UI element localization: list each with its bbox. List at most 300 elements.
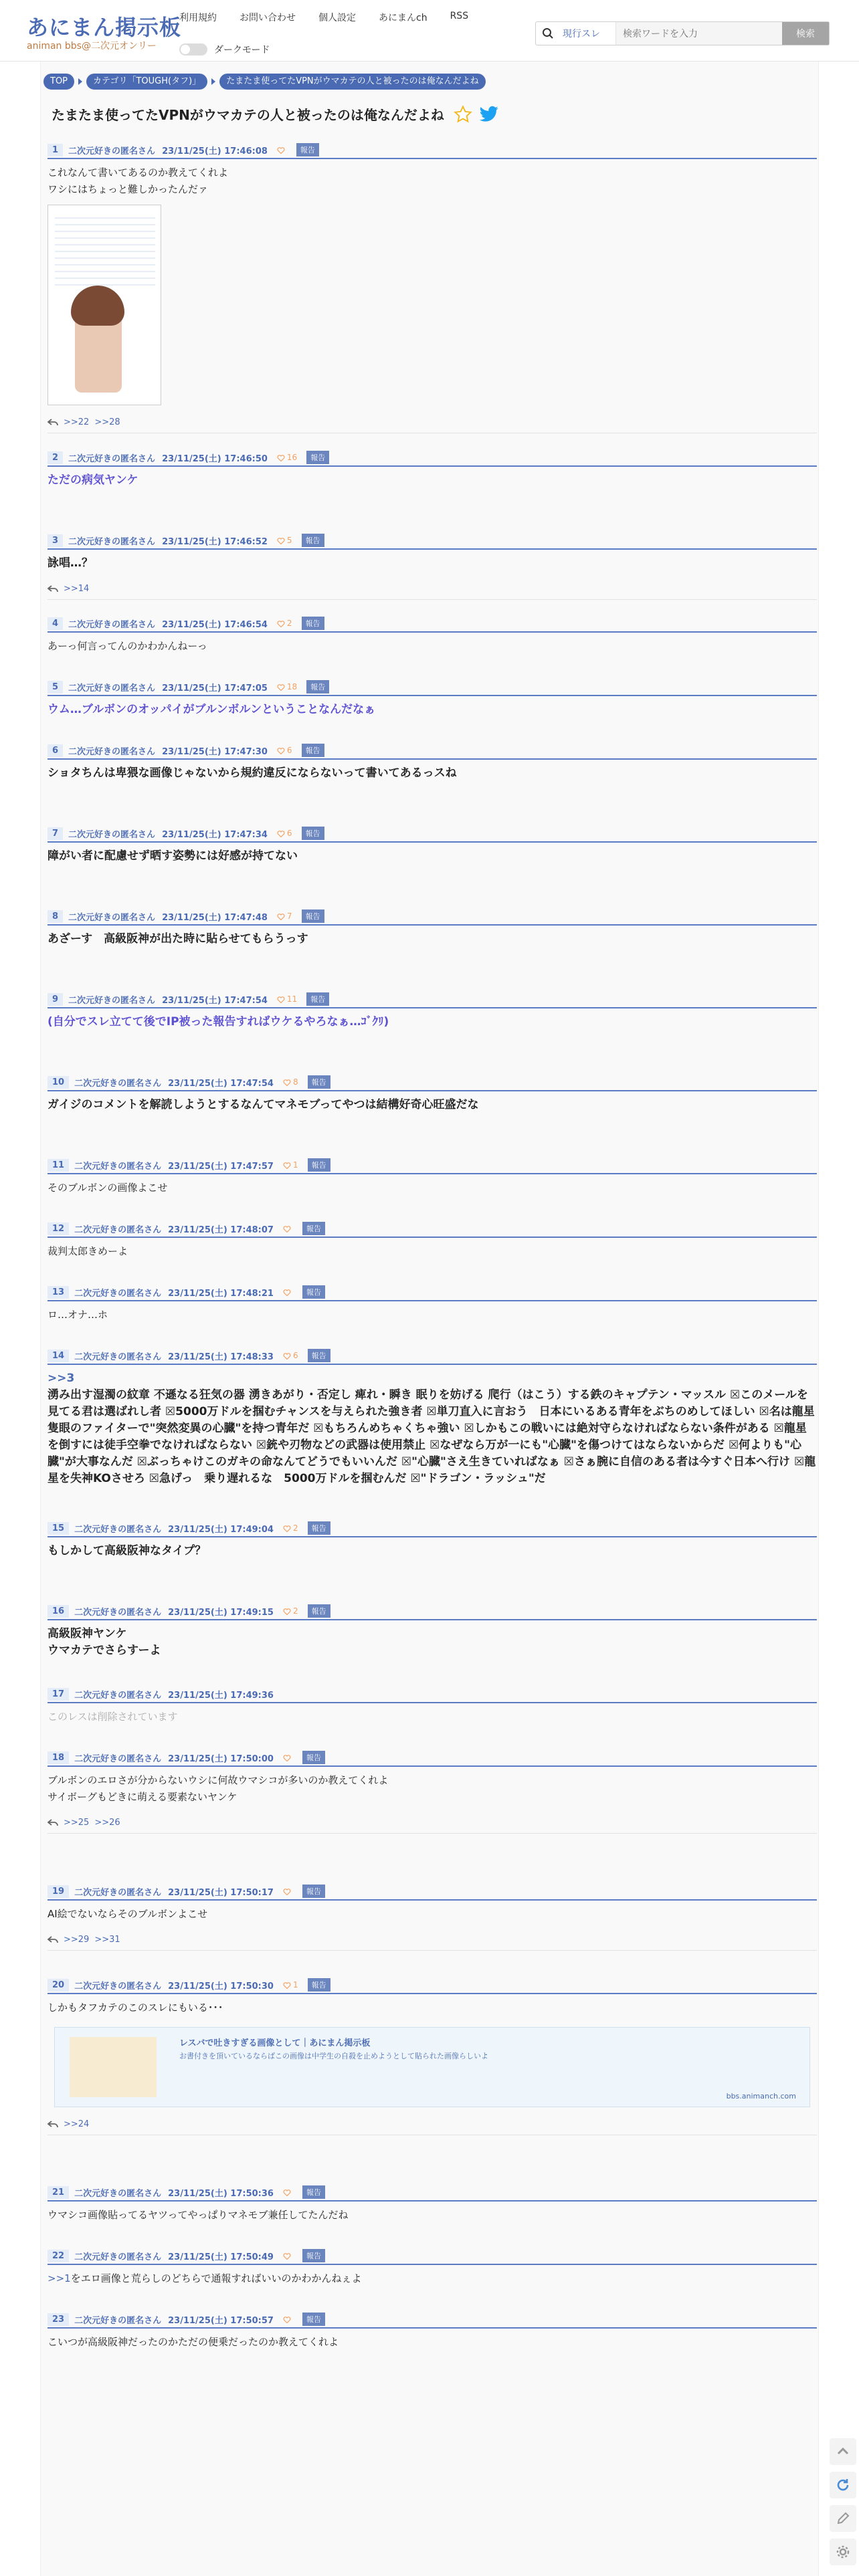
post-header: [47, 615, 817, 633]
nav-settings[interactable]: 個人設定: [318, 13, 356, 23]
post-number[interactable]: 17: [47, 1688, 69, 1701]
post-header: [47, 1977, 817, 1994]
like-button[interactable]: [283, 1289, 293, 1296]
breadcrumb-separator: [211, 78, 215, 85]
heart-icon: [283, 2189, 291, 2196]
like-count: 18: [286, 682, 298, 691]
nav-contact[interactable]: お問い合わせ: [240, 13, 296, 23]
gear-icon: [836, 2545, 850, 2559]
post-header: [47, 449, 817, 467]
report-button[interactable]: 報告: [308, 1349, 330, 1362]
reply-arrow-icon: [47, 1819, 58, 1827]
post-date: 23/11/25(土) 17:49:15: [168, 1607, 274, 1618]
post-text: このレスは削除されています: [47, 1711, 178, 1723]
post-author: 二次元好きの匿名さん: [74, 2315, 162, 2326]
post-date: 23/11/25(土) 17:50:57: [168, 2315, 274, 2326]
report-button[interactable]: 報告: [306, 992, 329, 1006]
post-author: 二次元好きの匿名さん: [74, 1981, 162, 1992]
heart-icon: [277, 913, 285, 920]
post-body: [47, 1767, 817, 1806]
post-number[interactable]: 11: [47, 1159, 69, 1172]
link-preview-card[interactable]: [54, 2027, 810, 2107]
post-body: [47, 2202, 817, 2224]
post-text: ブルボンのエロさが分からないウシに何故ウマシコが多いのか教えてくれよ: [47, 1774, 389, 1786]
search-button[interactable]: 検索: [782, 22, 829, 45]
search-icon: [536, 22, 560, 45]
post-number[interactable]: 12: [47, 1222, 69, 1235]
write-button[interactable]: [830, 2505, 856, 2532]
like-count: 2: [286, 619, 292, 628]
post-22: [47, 2248, 817, 2311]
reply-link[interactable]: >>25: [64, 1818, 90, 1828]
post-number[interactable]: 1: [47, 144, 63, 156]
post-header: [47, 742, 817, 760]
like-button[interactable]: [283, 1888, 293, 1895]
post-date: 23/11/25(土) 17:47:54: [162, 995, 268, 1006]
favorite-star-icon[interactable]: [454, 105, 472, 124]
post-text: ウマカテでさらすーよ: [47, 1644, 161, 1657]
like-button[interactable]: [277, 682, 297, 691]
post-6: [47, 742, 817, 825]
post-header: [47, 991, 817, 1008]
like-button[interactable]: [283, 2316, 293, 2323]
post-author: 二次元好きの匿名さん: [74, 1352, 162, 1362]
post-text: をエロ画像と荒らしのどちらで通報すればいいのかわかんねぇよ: [70, 2272, 362, 2284]
dark-mode-switch[interactable]: [179, 43, 270, 56]
post-date: 23/11/25(土) 17:47:05: [162, 683, 268, 693]
post-body: [47, 1365, 826, 1487]
post-text: あざーす 高級阪神が出た時に貼らせてもらうっす: [47, 932, 308, 946]
post-header: [47, 825, 817, 843]
post-4: [47, 615, 817, 679]
settings-button[interactable]: [830, 2539, 856, 2565]
post-header: [47, 1284, 817, 1301]
dark-mode-toggle[interactable]: [179, 43, 207, 56]
post-number[interactable]: 16: [47, 1605, 69, 1618]
post-header: [47, 2311, 817, 2329]
post-author: 二次元好きの匿名さん: [74, 1887, 162, 1898]
post-number[interactable]: 8: [47, 910, 63, 923]
like-button[interactable]: [283, 1160, 298, 1170]
heart-icon: [283, 1225, 291, 1232]
report-button[interactable]: 報告: [308, 1158, 330, 1172]
report-button[interactable]: 報告: [302, 827, 324, 840]
reply-link[interactable]: >>22: [64, 417, 90, 427]
dark-mode-label: ダークモード: [214, 45, 270, 56]
main-content: [40, 62, 826, 2576]
heart-icon: [283, 1289, 291, 1296]
heart-icon: [283, 1079, 291, 1086]
like-count: 2: [292, 1606, 298, 1616]
post-body: [47, 696, 817, 718]
post-body: [47, 633, 817, 655]
post-date: 23/11/25(土) 17:46:08: [162, 146, 268, 156]
post-number[interactable]: 14: [47, 1350, 69, 1362]
post-header: [47, 1603, 817, 1620]
heart-icon: [283, 1888, 291, 1895]
report-button[interactable]: 報告: [306, 451, 329, 464]
post-number[interactable]: 3: [47, 534, 63, 547]
post-body: [47, 926, 817, 948]
scroll-top-button[interactable]: [830, 2438, 856, 2465]
post-date: 23/11/25(土) 17:47:57: [168, 1161, 274, 1172]
post-number[interactable]: 22: [47, 2250, 69, 2262]
post-header: [47, 532, 817, 550]
heart-icon: [277, 830, 285, 837]
post-10: [47, 1074, 817, 1157]
post-body: [47, 843, 817, 865]
post-body: [47, 1238, 817, 1260]
post-image[interactable]: [47, 205, 161, 405]
post-number[interactable]: 15: [47, 1522, 69, 1535]
nav-animanch[interactable]: あにまんch: [379, 13, 427, 23]
heart-icon: [277, 537, 285, 544]
post-text: サイボーグもどきに萌える要素ないヤンケ: [47, 1791, 237, 1803]
post-date: 23/11/25(土) 17:50:17: [168, 1887, 274, 1898]
post-21: [47, 2184, 817, 2248]
report-button[interactable]: 報告: [302, 2313, 325, 2326]
post-number[interactable]: 4: [47, 617, 63, 630]
post-date: 23/11/25(土) 17:48:07: [168, 1224, 274, 1235]
report-button[interactable]: 報告: [308, 1521, 330, 1535]
report-button[interactable]: 報告: [302, 1885, 325, 1898]
post-author: 二次元好きの匿名さん: [74, 1690, 162, 1701]
post-header: [47, 2184, 817, 2202]
post-header: [47, 1686, 817, 1703]
post-text: 障がい者に配慮せず晒す姿勢には好感が持てない: [47, 849, 298, 863]
post-14: [47, 1348, 826, 1520]
heart-icon: [277, 620, 285, 627]
post-text: これなんて書いてあるのか教えてくれよ: [47, 167, 229, 179]
post-date: 23/11/25(土) 17:47:34: [162, 829, 268, 840]
post-date: 23/11/25(土) 17:50:36: [168, 2188, 274, 2199]
search-input[interactable]: [616, 22, 782, 45]
breadcrumb-separator: [78, 78, 82, 85]
post-text: ワシにはちょっと難しかったんだァ: [47, 183, 209, 195]
like-button[interactable]: [283, 1754, 293, 1761]
reload-button[interactable]: [830, 2472, 856, 2498]
post-text: そのブルボンの画像よこせ: [47, 1182, 168, 1194]
post-19: [47, 1883, 817, 1977]
post-16: [47, 1603, 817, 1686]
post-date: 23/11/25(土) 17:49:04: [168, 1524, 274, 1535]
post-number[interactable]: 5: [47, 681, 63, 693]
quote-link[interactable]: >>3: [47, 1372, 75, 1385]
arrow-up-icon: [836, 2444, 850, 2459]
post-12: [47, 1220, 817, 1284]
search-box: [535, 21, 830, 45]
like-button[interactable]: [277, 746, 292, 755]
post-body: [47, 550, 817, 572]
post-author: 二次元好きの匿名さん: [68, 619, 156, 630]
post-header: [47, 2248, 817, 2265]
like-button[interactable]: [283, 1523, 298, 1533]
like-button[interactable]: [283, 1225, 293, 1232]
reply-links: [47, 1812, 817, 1834]
post-number[interactable]: 6: [47, 744, 63, 757]
post-text: しかもタフカテのこのスレにもいる･･･: [47, 2002, 223, 2014]
like-button[interactable]: [283, 2252, 293, 2260]
logo-tagline: animan bbs@二次元オンリー: [27, 41, 157, 51]
post-text: 詠唱…？: [47, 556, 93, 570]
reply-links: [47, 412, 817, 433]
breadcrumb-top[interactable]: TOP: [43, 74, 74, 90]
like-count: 7: [286, 911, 292, 921]
like-count: 16: [286, 453, 298, 462]
post-date: 23/11/25(土) 17:48:21: [168, 1288, 274, 1299]
post-9: [47, 991, 817, 1074]
like-count: 1: [292, 1160, 298, 1170]
post-text: あーっ何言ってんのかわかんねーっ: [47, 640, 207, 652]
post-header: [47, 142, 817, 159]
post-date: 23/11/25(土) 17:47:48: [162, 912, 268, 923]
post-author: 二次元好きの匿名さん: [74, 1161, 162, 1172]
quote-link[interactable]: >>1: [47, 2272, 71, 2284]
report-button[interactable]: 報告: [308, 1075, 330, 1089]
post-header: [47, 1348, 817, 1365]
nav-rss[interactable]: RSS: [450, 11, 469, 21]
heart-icon: [283, 2252, 291, 2260]
report-button[interactable]: 報告: [302, 744, 324, 757]
post-text: AI絵でないならそのブルボンよこせ: [47, 1908, 208, 1920]
post-number[interactable]: 7: [47, 827, 63, 840]
like-count: 5: [286, 536, 292, 545]
post-number[interactable]: 21: [47, 2186, 69, 2199]
reply-arrow-icon: [47, 585, 58, 593]
post-author: 二次元好きの匿名さん: [74, 1524, 162, 1535]
post-body: [47, 2329, 817, 2351]
reply-link[interactable]: >>29: [64, 1935, 90, 1945]
heart-icon: [283, 1754, 291, 1761]
like-count: 6: [292, 1351, 298, 1360]
like-button[interactable]: [277, 146, 287, 154]
post-number[interactable]: 18: [47, 1751, 69, 1764]
post-body: [47, 1174, 817, 1196]
post-18: [47, 1749, 817, 1883]
like-button[interactable]: [277, 453, 297, 462]
post-body: [47, 467, 817, 489]
like-count: 11: [286, 994, 298, 1004]
page-title: たまたま使ってたVPNがウマカテの人と被ったのは俺なんだよね: [52, 107, 444, 123]
post-author: 二次元好きの匿名さん: [68, 746, 156, 757]
post-number[interactable]: 10: [47, 1076, 69, 1089]
post-date: 23/11/25(土) 17:50:49: [168, 2252, 274, 2262]
like-button[interactable]: [277, 829, 292, 838]
post-author: 二次元好きの匿名さん: [74, 1288, 162, 1299]
post-author: 二次元好きの匿名さん: [74, 2252, 162, 2262]
post-header: [47, 1749, 817, 1767]
reply-arrow-icon: [47, 419, 58, 427]
post-number[interactable]: 20: [47, 1979, 69, 1992]
post-text: ウマシコ画像貼ってるヤツってやっぱりマネモブ兼任してたんだね: [47, 2209, 349, 2221]
post-17: [47, 1686, 817, 1749]
like-count: 8: [292, 1077, 298, 1087]
like-button[interactable]: [283, 1351, 298, 1360]
like-button[interactable]: [277, 994, 297, 1004]
logo-title[interactable]: あにまん掲示板: [27, 15, 182, 40]
post-text: こいつが高級阪神だったのかただの便乗だったのか教えてくれよ: [47, 2336, 339, 2348]
post-header: [47, 679, 817, 696]
like-count: 2: [292, 1523, 298, 1533]
post-body: [47, 1301, 817, 1323]
like-button[interactable]: [283, 1077, 298, 1087]
post-8: [47, 908, 817, 991]
like-count: 6: [286, 829, 292, 838]
post-text: 湧み出す湿濁の紋章 不遜なる狂気の器 湧きあがり・否定し 痺れ・瞬き 眠りを妨げる 爬行（はこう）する鉄のキャプテン・マッスル ☒このメールを見てる君は選ばれし者 ☒5000万ドルを掴むチャンスを与えられた強き者 ☒単刀直入に言おう 日本にいるある青年をぶちのめしてほしい ☒名は龍星 隻眼のファイターで"突然変異の心臓"を持つ青年だ ☒もちろんめちゃくちゃ強い ☒しかもこの戦いには絶対守らなければならない条件がある ☒龍星を倒すには徒手空拳でなければならない ☒銃や刃物などの武器は使用禁止 ☒なぜなら万が一にも"心臓"を傷つけてはならないからだ ☒何よりも"心臓"が大事なんだ ☒ぶっちゃけこのガキの命なんてどうでもいいんだ ☒"心臓"さえ生きていればなぁ ☒さぁ腕に自信のある者は今すぐ日本へ行け ☒龍星を失神KOさせろ ☒急げっ 乗り遅れるな 5000万ドルを掴むんだ ☒"ドラゴン・ラッシュ"だ: [47, 1388, 826, 1485]
post-body: [47, 1901, 817, 1923]
breadcrumb-thread[interactable]: たまたま使ってたVPNがウマカテの人と被ったのは俺なんだよね: [219, 74, 485, 90]
post-date: 23/11/25(土) 17:48:33: [168, 1352, 274, 1362]
post-date: 23/11/25(土) 17:50:00: [168, 1753, 274, 1764]
post-text: 高級阪神ヤンケ: [47, 1627, 127, 1640]
post-date: 23/11/25(土) 17:46:54: [162, 619, 268, 630]
post-body: [47, 1091, 817, 1113]
post-author: 二次元好きの匿名さん: [68, 995, 156, 1006]
post-5: [47, 679, 817, 742]
like-button[interactable]: [283, 1606, 298, 1616]
card-description: お書付きを頂いているならばこの画像は中学生の自殺を止めようとして貼られた画像らしいよ: [179, 2052, 488, 2060]
post-text: もしかして高級阪神なタイプ？: [47, 1544, 207, 1558]
post-11: [47, 1157, 817, 1220]
heart-icon: [283, 1608, 291, 1615]
post-15: [47, 1520, 817, 1603]
reply-links: [47, 578, 817, 600]
post-author: 二次元好きの匿名さん: [68, 829, 156, 840]
pencil-icon: [836, 2511, 850, 2526]
post-text: (自分でスレ立てて後でIP被った報告すればウケるやろなぁ…ｺﾞｸﾘ): [47, 1015, 389, 1029]
like-button[interactable]: [283, 1980, 298, 1990]
like-button[interactable]: [277, 619, 292, 628]
post-text: ガイジのコメントを解読しようとするなんてマネモブってやつは結構好奇心旺盛だな: [47, 1098, 479, 1111]
reply-link[interactable]: >>24: [64, 2119, 90, 2129]
post-number[interactable]: 23: [47, 2313, 69, 2326]
like-button[interactable]: [283, 2189, 293, 2196]
reply-links: [47, 1929, 817, 1951]
post-list: [47, 142, 826, 2375]
post-date: 23/11/25(土) 17:49:36: [168, 1690, 274, 1701]
post-date: 23/11/25(土) 17:47:54: [168, 1078, 274, 1089]
heart-icon: [277, 747, 285, 754]
post-body: [47, 760, 817, 782]
post-author: 二次元好きの匿名さん: [68, 453, 156, 464]
report-button[interactable]: 報告: [302, 1751, 325, 1764]
post-date: 23/11/25(土) 17:50:30: [168, 1981, 274, 1992]
post-20: [47, 1977, 817, 2184]
refresh-icon: [835, 2477, 851, 2493]
post-1: [47, 142, 817, 449]
post-date: 23/11/25(土) 17:46:50: [162, 453, 268, 464]
nav-terms[interactable]: 利用規約: [179, 13, 217, 23]
post-header: [47, 1220, 817, 1238]
post-text: ロ…オナ…ホ: [47, 1309, 108, 1321]
post-date: 23/11/25(土) 17:47:30: [162, 746, 268, 757]
heart-icon: [283, 1981, 291, 1989]
report-button[interactable]: 報告: [302, 617, 324, 630]
reply-arrow-icon: [47, 1936, 58, 1944]
post-text: ただの病気ヤンケ: [47, 473, 138, 487]
breadcrumb: [43, 74, 486, 90]
report-button[interactable]: 報告: [302, 909, 324, 923]
reply-link[interactable]: >>28: [94, 417, 120, 427]
post-13: [47, 1284, 817, 1348]
reply-link[interactable]: >>31: [94, 1935, 120, 1945]
post-text: ショタちんは卑猥な画像じゃないから規約違反にならないって書いてあるっスね: [47, 766, 457, 780]
report-button[interactable]: 報告: [308, 1604, 330, 1618]
post-3: [47, 532, 817, 615]
report-button[interactable]: 報告: [302, 1222, 325, 1235]
post-author: 二次元好きの匿名さん: [74, 1607, 162, 1618]
reply-arrow-icon: [47, 2121, 58, 2129]
heart-icon: [283, 2316, 291, 2323]
post-header: [47, 1157, 817, 1174]
post-header: [47, 1883, 817, 1901]
post-author: 二次元好きの匿名さん: [74, 2188, 162, 2199]
post-header: [47, 908, 817, 926]
post-body: [47, 1994, 817, 2016]
heart-icon: [277, 454, 285, 461]
top-nav: [179, 11, 491, 24]
site-header: [0, 0, 859, 62]
like-count: 6: [286, 746, 292, 755]
heart-icon: [277, 996, 285, 1003]
thread-title-row: [52, 104, 499, 124]
card-domain: bbs.animanch.com: [726, 2092, 796, 2101]
post-author: 二次元好きの匿名さん: [74, 1224, 162, 1235]
reply-link[interactable]: >>26: [94, 1818, 120, 1828]
like-count: 1: [292, 1980, 298, 1990]
heart-icon: [277, 683, 285, 691]
post-author: 二次元好きの匿名さん: [68, 536, 156, 547]
post-number[interactable]: 19: [47, 1885, 69, 1898]
like-button[interactable]: [277, 911, 292, 921]
post-author: 二次元好きの匿名さん: [68, 146, 156, 156]
like-button[interactable]: [277, 536, 292, 545]
site-logo[interactable]: [27, 16, 181, 52]
report-button[interactable]: 報告: [308, 1978, 330, 1992]
reply-link[interactable]: >>14: [64, 584, 90, 594]
post-2: [47, 449, 817, 532]
post-author: 二次元好きの匿名さん: [74, 1078, 162, 1089]
post-date: 23/11/25(土) 17:46:52: [162, 536, 268, 547]
post-body: [47, 1620, 817, 1659]
post-number[interactable]: 9: [47, 993, 63, 1006]
twitter-share-icon[interactable]: [479, 106, 499, 123]
report-button[interactable]: 報告: [302, 2185, 325, 2199]
post-7: [47, 825, 817, 908]
report-button[interactable]: 報告: [296, 143, 319, 156]
report-button[interactable]: 報告: [306, 680, 329, 693]
report-button[interactable]: 報告: [302, 1285, 325, 1299]
card-title: レスバで吐きすぎる画像として｜あにまん掲示板: [179, 2038, 371, 2048]
report-button[interactable]: 報告: [302, 2249, 325, 2262]
post-author: 二次元好きの匿名さん: [74, 1753, 162, 1764]
search-scope-select[interactable]: 現行スレ: [560, 22, 616, 45]
heart-icon: [283, 1162, 291, 1169]
post-header: [47, 1074, 817, 1091]
post-author: 二次元好きの匿名さん: [68, 683, 156, 693]
report-button[interactable]: 報告: [302, 534, 324, 547]
post-23: [47, 2311, 817, 2375]
reply-links: [47, 2114, 817, 2135]
post-number[interactable]: 13: [47, 1286, 69, 1299]
post-body: [47, 159, 817, 198]
post-text: ウム…ブルボンのオッパイがブルンボルンということなんだなぁ: [47, 703, 376, 716]
post-text: 裁判太郎きめーよ: [47, 1245, 128, 1257]
breadcrumb-category[interactable]: カテゴリ「TOUGH(タフ)」: [86, 74, 207, 90]
post-number[interactable]: 2: [47, 451, 63, 464]
post-body: [47, 2265, 817, 2287]
post-body: [47, 1008, 817, 1031]
